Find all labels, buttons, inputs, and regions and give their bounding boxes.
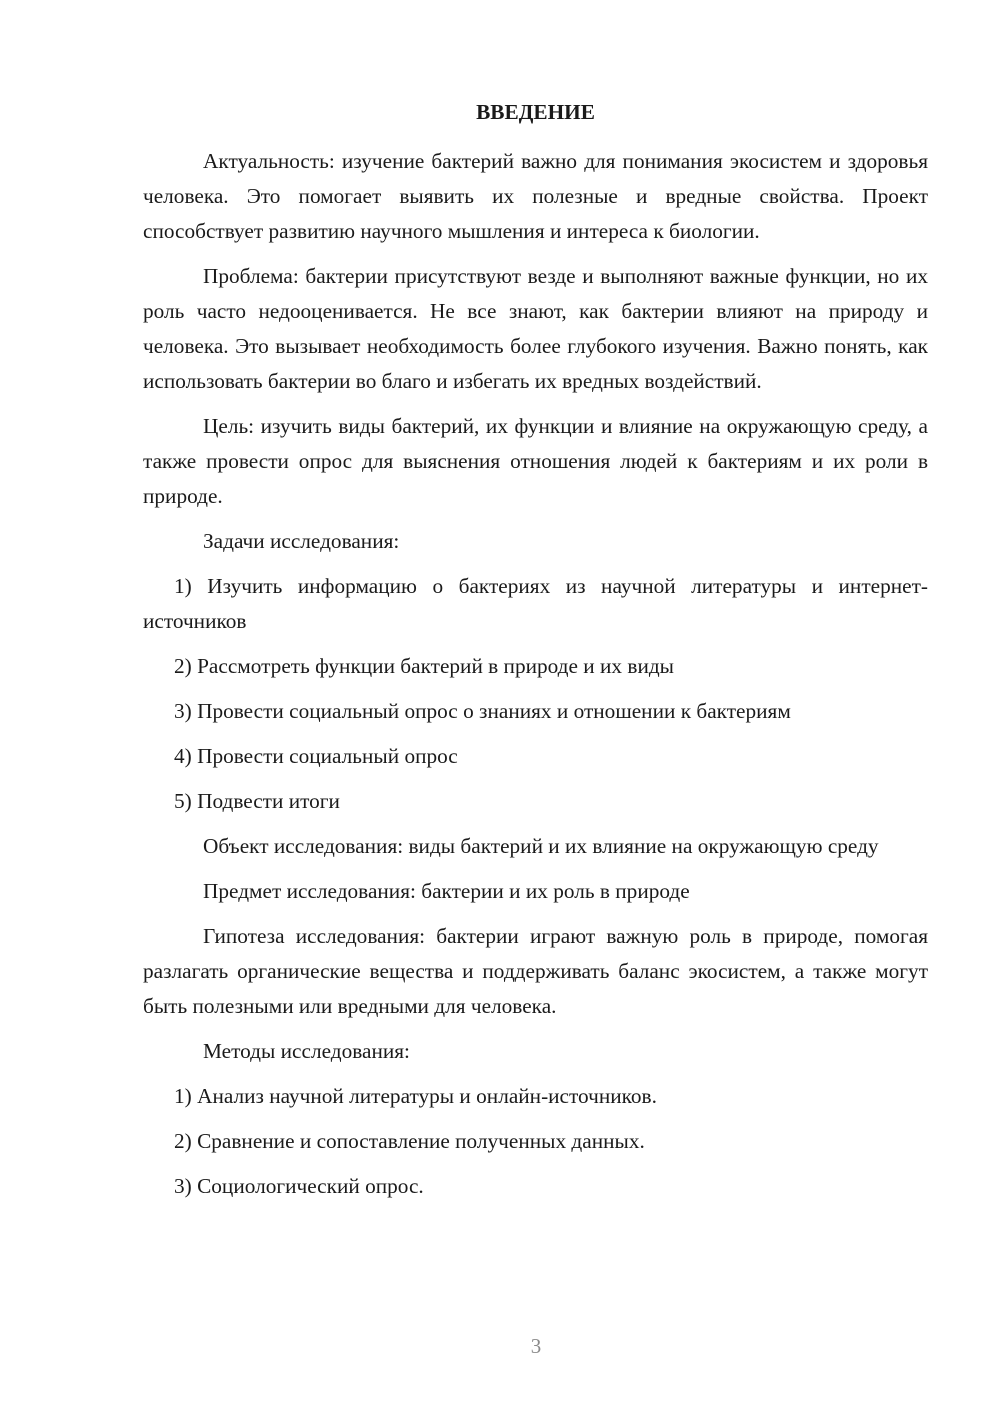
list-item: 2) Рассмотреть функции бактерий в природе и их виды bbox=[174, 654, 674, 678]
subject-paragraph: Предмет исследования: бактерии и их роль в природе bbox=[203, 879, 690, 903]
list-item: 3) Социологический опрос. bbox=[174, 1174, 424, 1198]
relevance-paragraph: Актуальность: изучение бактерий важно для понимания экосистем и здоровья человека. Это помогает выявить их полезные и вредные свойства. Проект способствует развитию научного мышления и интереса к биологии. bbox=[143, 149, 928, 243]
list-item: 3) Провести социальный опрос о знаниях и отношении к бактериям bbox=[174, 699, 791, 723]
list-item: 5) Подвести итоги bbox=[174, 789, 340, 813]
hypothesis-paragraph: Гипотеза исследования: бактерии играют важную роль в природе, помогая разлагать органические вещества и поддерживать баланс экосистем, а также могут быть полезными или вредными для человека. bbox=[143, 924, 928, 1018]
document-page bbox=[143, 96, 928, 1214]
goal-paragraph: Цель: изучить виды бактерий, их функции и влияние на окружающую среду, а также провести опрос для выяснения отношения людей к бактериям и их роли в природе. bbox=[143, 414, 928, 508]
tasks-label: Задачи исследования: bbox=[203, 529, 400, 553]
tasks-list bbox=[143, 569, 928, 819]
section-title: ВВЕДЕНИЕ bbox=[476, 100, 595, 124]
methods-label: Методы исследования: bbox=[203, 1039, 410, 1063]
list-item: 4) Провести социальный опрос bbox=[174, 744, 458, 768]
object-paragraph: Объект исследования: виды бактерий и их влияние на окружающую среду bbox=[203, 834, 879, 858]
page-number: 3 bbox=[530, 1334, 542, 1358]
problem-paragraph: Проблема: бактерии присутствуют везде и выполняют важные функции, но их роль часто недооценивается. Не все знают, как бактерии влияют на природу и человека. Это вызывает необходимость более глубокого изучения. Важно понять, как использовать бактерии во благо и избегать их вредных воздействий. bbox=[143, 264, 928, 393]
methods-list bbox=[143, 1079, 928, 1204]
list-item: 1) Анализ научной литературы и онлайн-источников. bbox=[174, 1084, 657, 1108]
list-item: 2) Сравнение и сопоставление полученных данных. bbox=[174, 1129, 645, 1153]
list-item: 1) Изучить информацию о бактериях из научной литературы и интернет-источников bbox=[143, 574, 928, 633]
